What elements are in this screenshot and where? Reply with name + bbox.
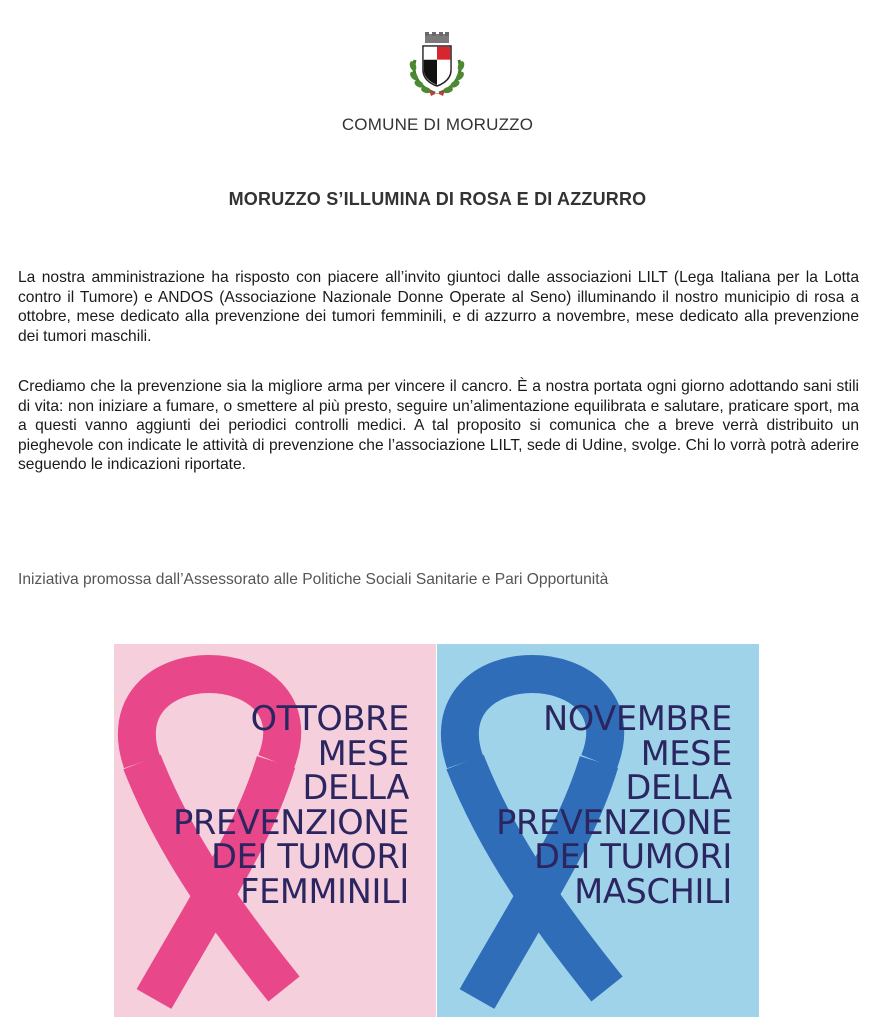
poster-line: PREVENZIONE — [496, 802, 732, 842]
poster-line: OTTOBRE — [250, 699, 409, 738]
initiative-note: Iniziativa promossa dall’Assessorato alle Politiche Sociali Sanitarie e Pari Opportunità — [18, 571, 609, 588]
municipal-coat-of-arms-icon — [405, 30, 469, 98]
poster-october — [114, 644, 436, 1017]
poster-line: MESE — [640, 733, 732, 773]
poster-text — [496, 699, 732, 911]
municipality-name: COMUNE DI MORUZZO — [341, 115, 534, 134]
poster-line: DELLA — [302, 768, 409, 808]
paragraph: La nostra amministrazione ha risposto con piacere all’invito giuntoci dalle associazioni LILT (Lega Italiana per la Lotta contro il Tumore) e ANDOS (Associazione Nazionale Donne Operate al Seno) illuminando il nostro municipio di rosa a ottobre, mese dedicato alla prevenzione dei tumori femminili, e di azzurro a novembre, mese dedicato alla prevenzione dei tumori maschili. — [18, 269, 859, 345]
poster-line: DELLA — [625, 768, 732, 808]
poster-text — [173, 699, 409, 911]
page-title: MORUZZO S’ILLUMINA DI ROSA E DI AZZURRO — [228, 189, 647, 209]
poster-november — [437, 644, 759, 1017]
poster-line: DEI TUMORI — [211, 837, 409, 877]
poster-line: DEI TUMORI — [534, 837, 732, 877]
poster-line: FEMMINILI — [240, 871, 409, 911]
poster-line: PREVENZIONE — [173, 802, 409, 842]
poster-line: MESE — [317, 733, 409, 773]
poster-line: NOVEMBRE — [543, 699, 732, 738]
poster-line: MASCHILI — [574, 871, 732, 911]
paragraph: Crediamo che la prevenzione sia la migliore arma per vincere il cancro. È a nostra portata ogni giorno adottando sani stili di vita: non iniziare a fumare, o smettere al più presto, seguire un’alimentazione equilibrata e salutare, praticare sport, ma a questi vanno aggiunti dei periodici controlli medici. A tal proposito si comunica che a breve verrà distribuito un pieghevole con indicate le attività di prevenzione che l’associazione LILT, sede di Udine, svolge. Chi lo vorrà potrà aderire seguendo le indicazioni riportate. — [18, 378, 859, 473]
